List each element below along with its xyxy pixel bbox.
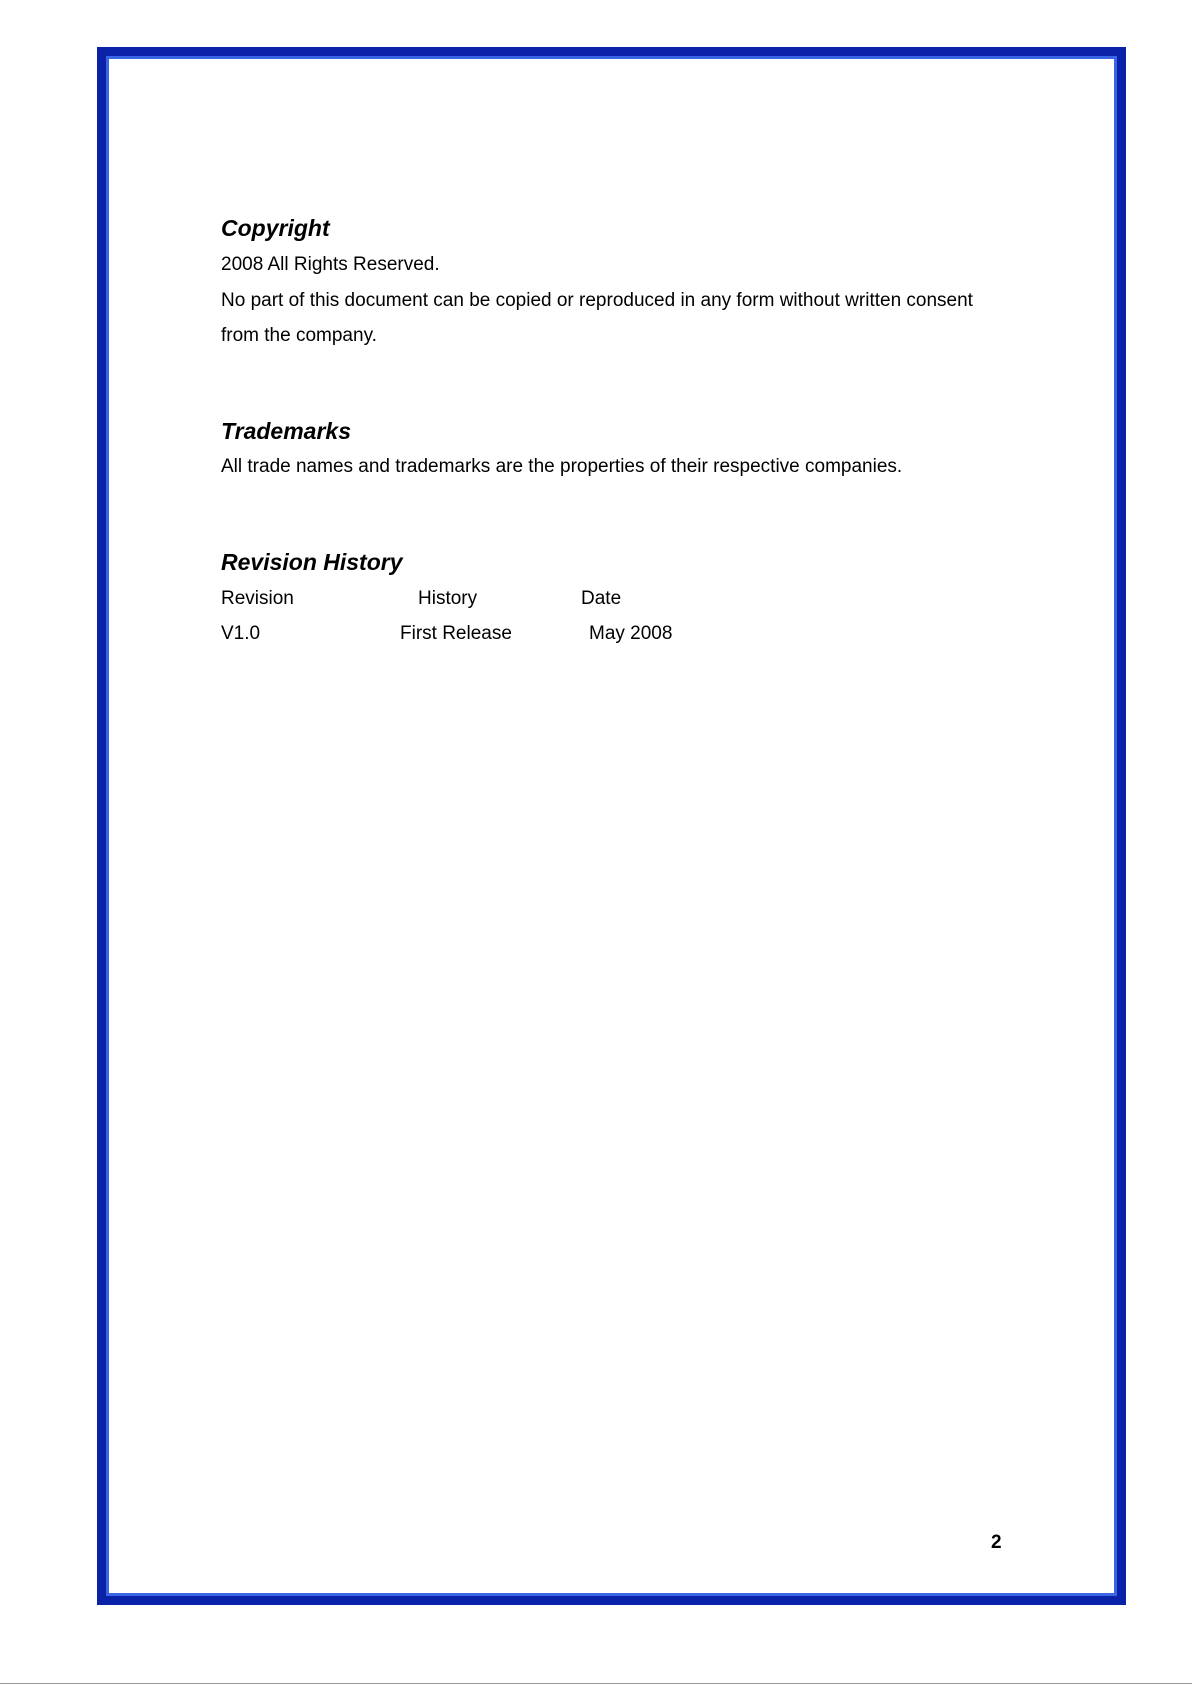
copyright-heading: Copyright bbox=[221, 215, 330, 241]
column-header-revision: Revision bbox=[221, 588, 294, 609]
copyright-line-3: from the company. bbox=[221, 325, 377, 346]
date-cell: May 2008 bbox=[589, 623, 673, 644]
copyright-line-2: No part of this document can be copied or reproduced in any form without written consent bbox=[221, 290, 973, 311]
trademarks-heading: Trademarks bbox=[221, 418, 351, 444]
column-header-history: History bbox=[418, 588, 478, 609]
column-header-date: Date bbox=[581, 588, 622, 609]
revision-history-heading: Revision History bbox=[221, 549, 403, 575]
revision-cell: V1.0 bbox=[221, 623, 261, 644]
page-number: 2 bbox=[991, 1532, 1002, 1553]
page-bottom-divider bbox=[0, 1683, 1192, 1684]
history-cell: First Release bbox=[400, 623, 512, 644]
page-border-inner bbox=[106, 56, 1117, 1596]
copyright-line-1: 2008 All Rights Reserved. bbox=[221, 254, 440, 275]
trademarks-line-1: All trade names and trademarks are the properties of their respective companies. bbox=[221, 456, 903, 477]
